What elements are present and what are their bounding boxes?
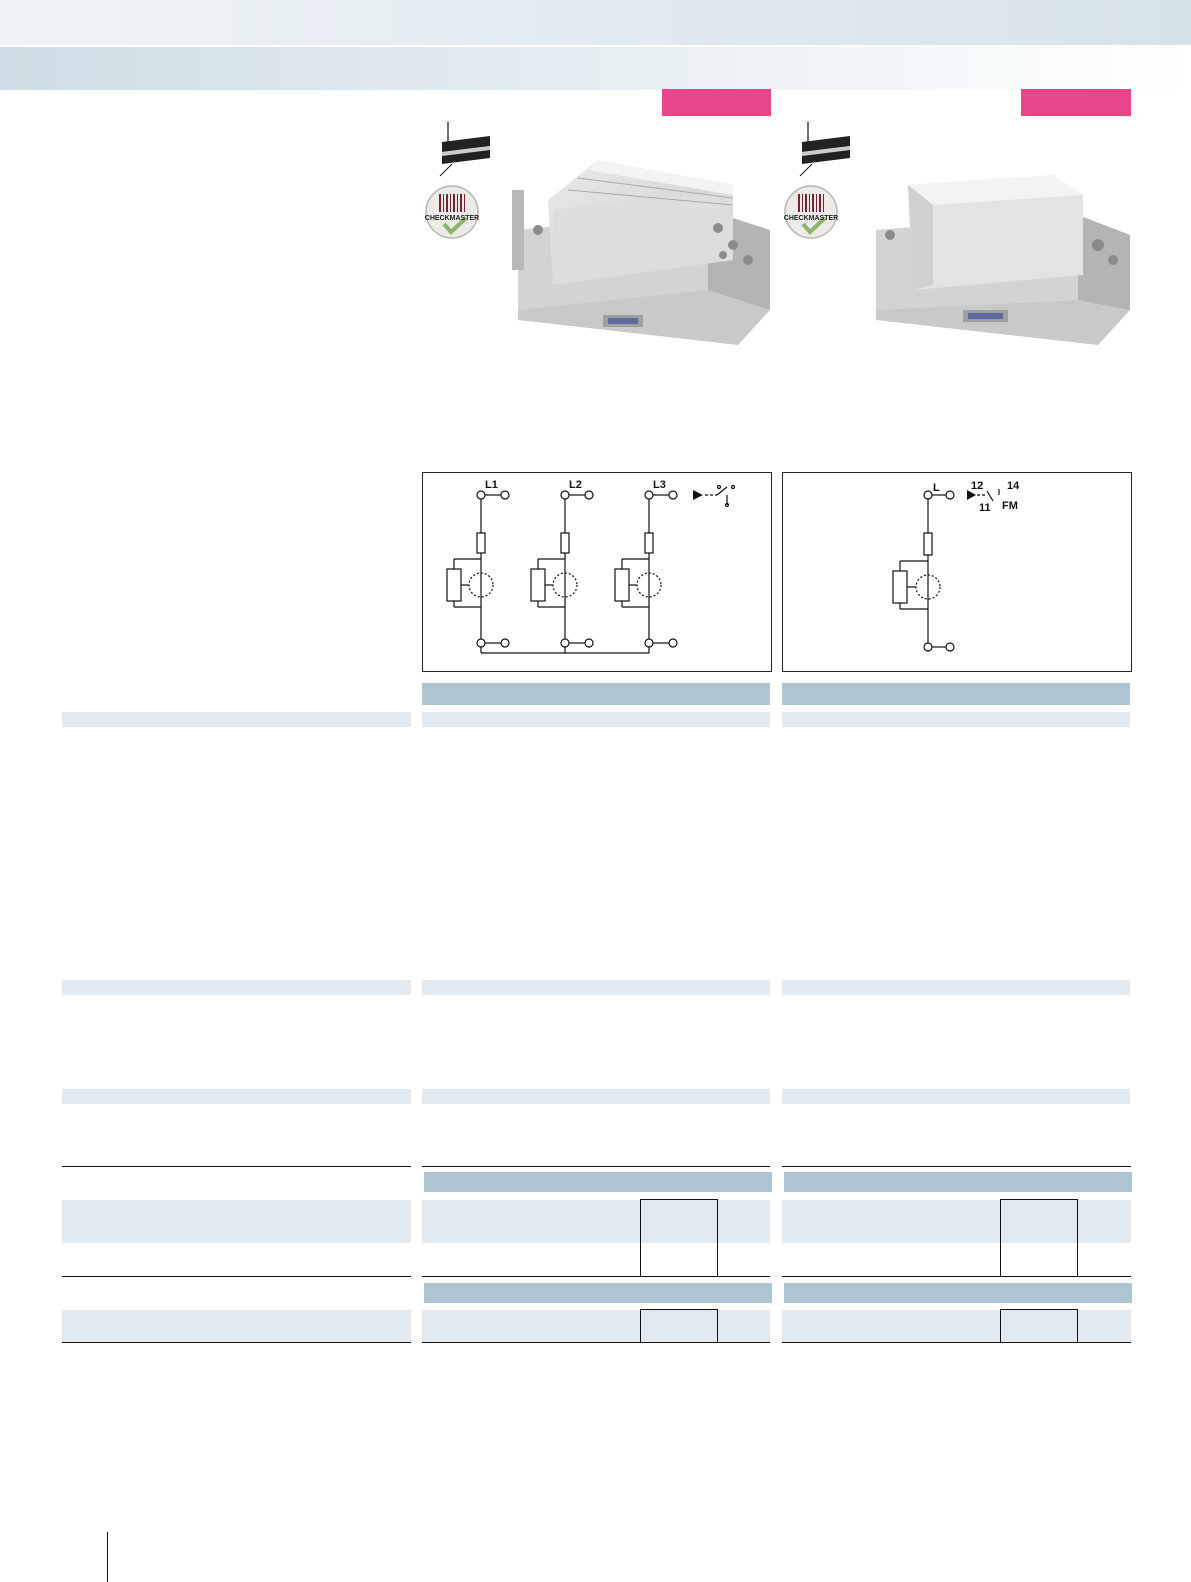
schematic-label-fm: FM: [1002, 500, 1018, 512]
table-rule: [782, 1342, 1131, 1343]
schematic-label-l3: L3: [653, 479, 666, 491]
page-header-band: [0, 0, 1191, 45]
schematic-1pole: [782, 472, 1132, 672]
accessory-header-left: [424, 1283, 772, 1303]
column-header-right: [782, 683, 1130, 705]
section-row: [62, 712, 411, 727]
accessory-number-cell: [1000, 1309, 1078, 1343]
schematic-label-14: 14: [1007, 480, 1020, 492]
din-rail-icon: [436, 120, 496, 180]
product-image-3pole: [508, 150, 773, 350]
section-row: [422, 712, 770, 727]
section-row: [62, 1089, 411, 1104]
table-rule: [422, 1166, 770, 1167]
section-row: [422, 1089, 770, 1104]
column-header-left: [422, 683, 770, 705]
product-tag-right: [1021, 89, 1131, 116]
order-header-right: [784, 1172, 1132, 1192]
table-rule: [782, 1276, 1131, 1277]
accessory-header-right: [784, 1283, 1132, 1303]
schematic-3pole: [422, 472, 772, 672]
accessory-row: [62, 1310, 411, 1342]
accessory-row: [782, 1310, 1131, 1342]
checkmaster-badge-icon: [783, 184, 839, 240]
order-number-cell: [1000, 1199, 1078, 1277]
table-rule: [62, 1342, 411, 1343]
section-row: [782, 1089, 1130, 1104]
schematic-label-11: 11: [979, 502, 991, 514]
checkmaster-label: CHECKMASTER: [783, 215, 839, 222]
section-row: [782, 712, 1130, 727]
product-image-1pole: [868, 160, 1133, 350]
table-rule: [422, 1342, 770, 1343]
table-rule: [62, 1276, 411, 1277]
footer-divider: [107, 1532, 108, 1582]
order-number-cell: [640, 1199, 718, 1277]
order-row: [62, 1200, 411, 1243]
product-tag-left: [662, 89, 771, 116]
schematic-label-l1: L1: [485, 479, 498, 491]
table-rule: [62, 1166, 411, 1167]
din-rail-icon: [796, 120, 856, 180]
order-header-left: [424, 1172, 772, 1192]
section-row: [62, 980, 411, 995]
order-row: [782, 1200, 1131, 1243]
schematic-label-l2: L2: [569, 479, 582, 491]
section-row: [422, 980, 770, 995]
schematic-label-l: L: [933, 482, 940, 494]
section-row: [782, 980, 1130, 995]
checkmaster-label: CHECKMASTER: [424, 215, 480, 222]
schematic-label-12: 12: [971, 480, 984, 492]
page-subheader-band: [0, 47, 1191, 90]
checkmaster-badge-icon: [424, 184, 480, 240]
table-rule: [782, 1166, 1131, 1167]
accessory-number-cell: [640, 1309, 718, 1343]
table-rule: [422, 1276, 770, 1277]
